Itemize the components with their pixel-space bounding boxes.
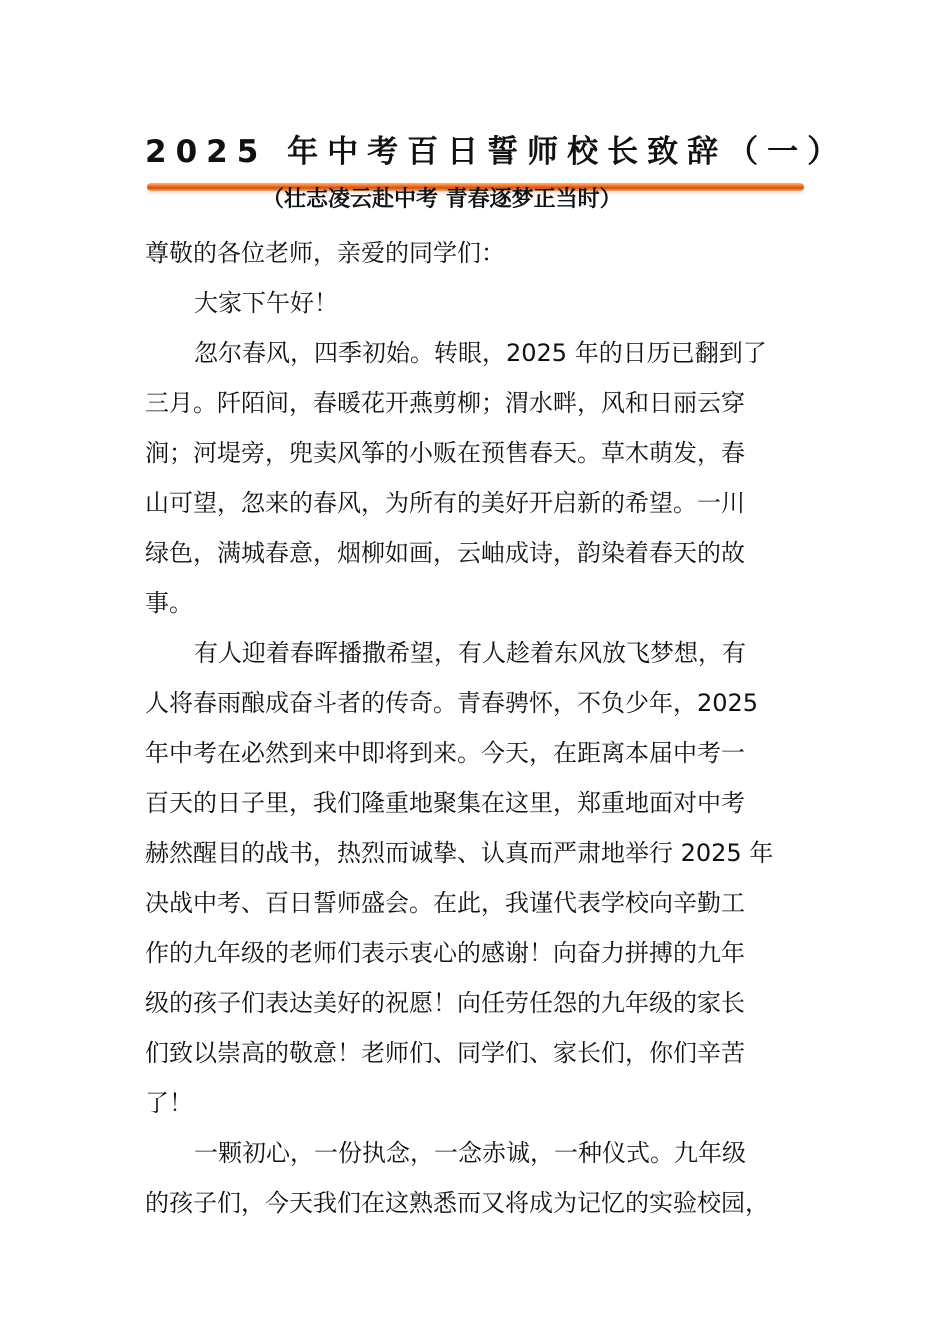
document-title: 2025 年中考百日誓师校长致辞（一） <box>145 134 848 170</box>
paragraph-line: 山可望，忽来的春风，为所有的美好开启新的希望。一川 <box>145 489 745 517</box>
paragraph-1 <box>145 278 810 328</box>
paragraph-2 <box>145 328 810 628</box>
paragraph-line: 作的九年级的老师们表示衷心的感谢！向奋力拼搏的九年 <box>145 939 745 967</box>
paragraph-line: 忽尔春风，四季初始。转眼，2025 年的日历已翻到了 <box>194 339 767 367</box>
paragraph-line: 年中考在必然到来中即将到来。今天，在距离本届中考一 <box>145 739 745 767</box>
paragraph-line: 赫然醒目的战书，热烈而诚挚、认真而严肃地举行 2025 年 <box>145 839 774 867</box>
paragraph-line: 一颗初心，一份执念，一念赤诚，一种仪式。九年级 <box>194 1139 746 1167</box>
greeting-line: 尊敬的各位老师，亲爱的同学们： <box>145 239 505 267</box>
paragraph-4 <box>145 1128 810 1228</box>
paragraph-3 <box>145 628 810 1128</box>
paragraph-line: 人将春雨酿成奋斗者的传奇。青春骋怀，不负少年，2025 <box>145 689 759 717</box>
paragraph-line: 涧；河堤旁，兜卖风筝的小贩在预售春天。草木萌发，春 <box>145 439 745 467</box>
document-body <box>145 228 810 1228</box>
paragraph-line: 绿色，满城春意，烟柳如画，云岫成诗，韵染着春天的故 <box>145 539 745 567</box>
paragraph-line: 三月。阡陌间，春暖花开燕剪柳；渭水畔，风和日丽云穿 <box>145 389 745 417</box>
paragraph-line: 了！ <box>145 1089 193 1117</box>
paragraph-line: 事。 <box>145 589 193 617</box>
paragraph-line: 有人迎着春晖播撒希望，有人趁着东风放飞梦想，有 <box>194 639 746 667</box>
paragraph-line: 们致以崇高的敬意！老师们、同学们、家长们，你们辛苦 <box>145 1039 745 1067</box>
document-subtitle: （壮志凌云赴中考 青春逐梦正当时） <box>262 187 622 212</box>
paragraph-line: 大家下午好！ <box>194 289 338 317</box>
paragraph-line: 级的孩子们表达美好的祝愿！向任劳任怨的九年级的家长 <box>145 989 745 1017</box>
paragraph-line: 的孩子们，今天我们在这熟悉而又将成为记忆的实验校园， <box>145 1189 769 1217</box>
paragraph-line: 决战中考、百日誓师盛会。在此，我谨代表学校向辛勤工 <box>145 889 745 917</box>
paragraph-line: 百天的日子里，我们隆重地聚集在这里，郑重地面对中考 <box>145 789 745 817</box>
